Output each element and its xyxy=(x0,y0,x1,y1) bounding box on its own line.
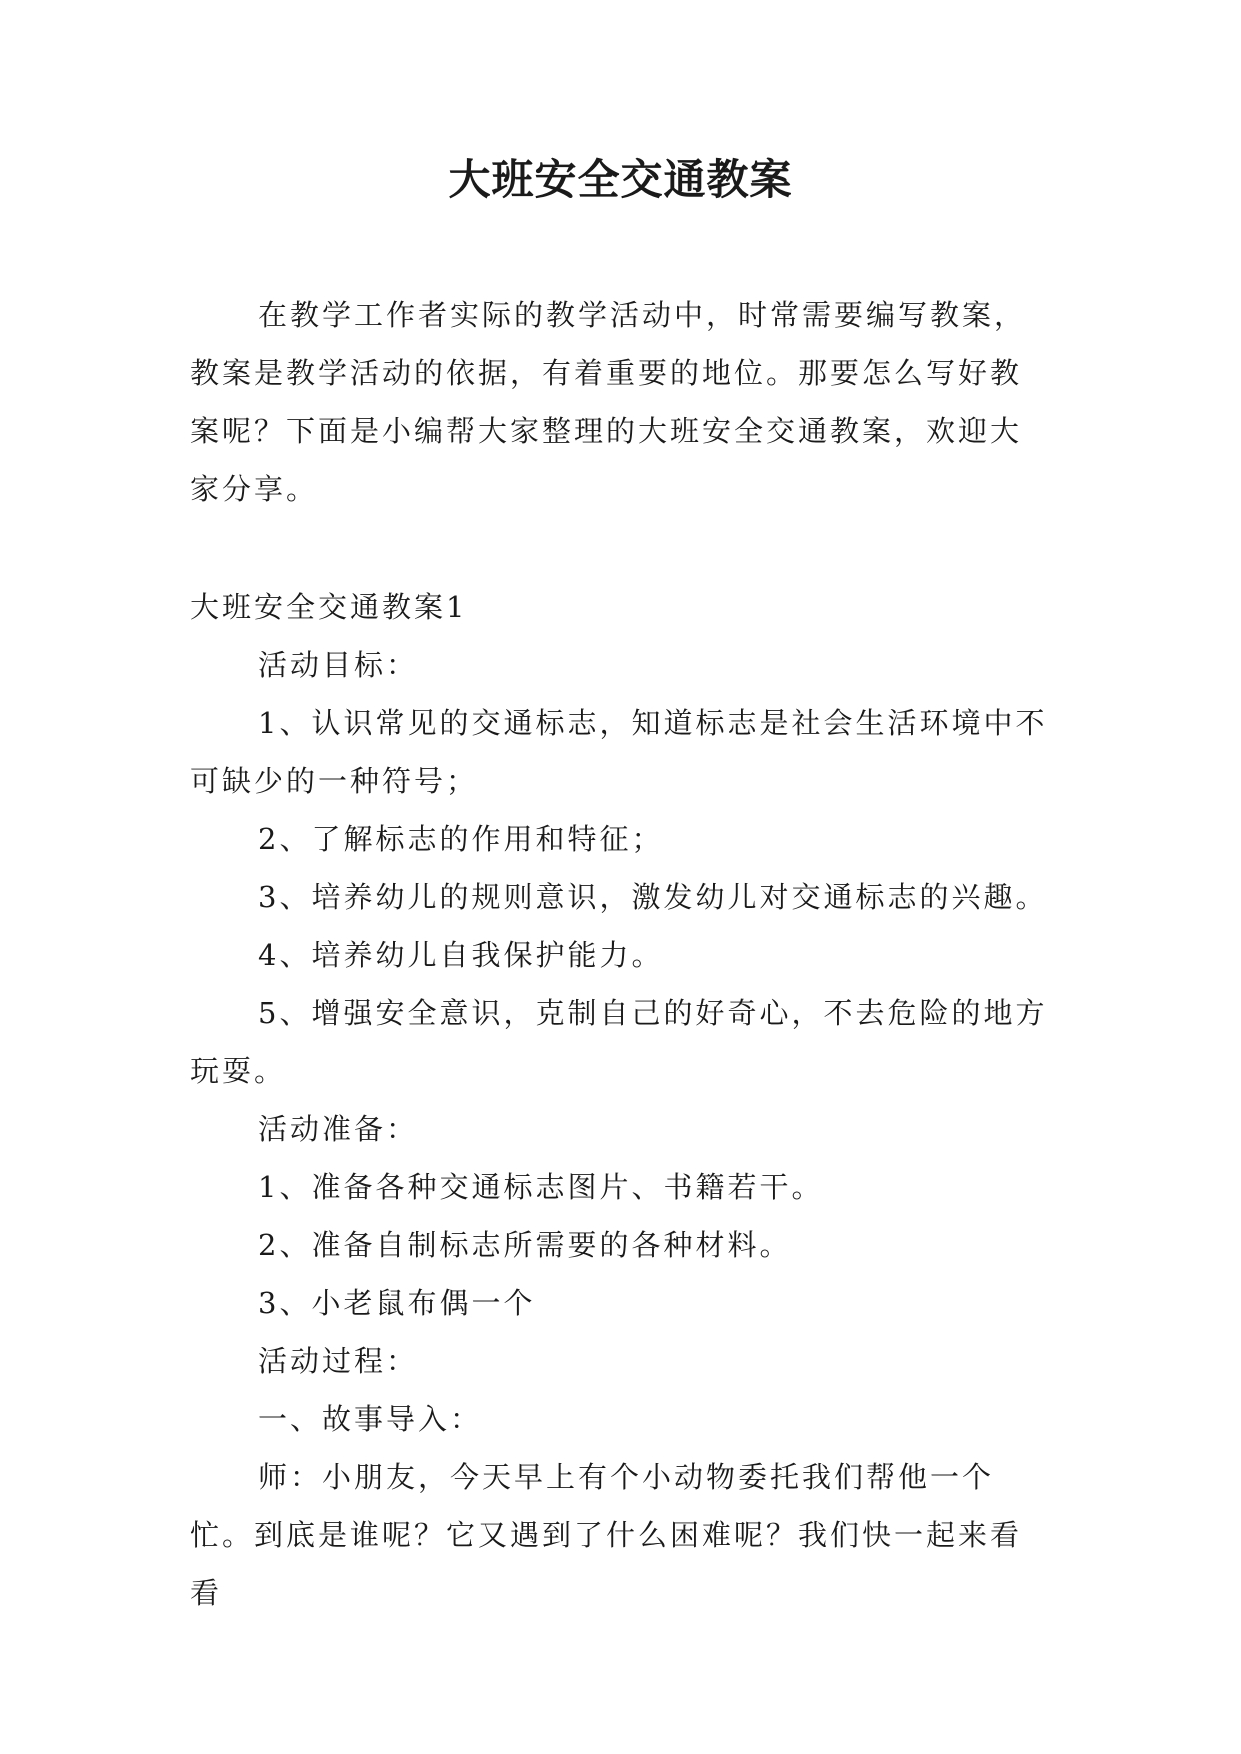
goal-item: 5、增强安全意识，克制自己的好奇心，不去危险的地方玩耍。 xyxy=(190,996,1048,1088)
preparation-item: 2、准备自制标志所需要的各种材料。 xyxy=(258,1228,792,1262)
document-title: 大班安全交通教案 xyxy=(448,155,793,204)
goal-item: 1、认识常见的交通标志，知道标志是社会生活环境中不可缺少的一种符号； xyxy=(190,706,1048,798)
preparation-item: 3、小老鼠布偶一个 xyxy=(258,1286,536,1320)
goal-item: 2、了解标志的作用和特征； xyxy=(258,822,664,856)
intro-paragraph: 在教学工作者实际的教学活动中，时常需要编写教案，教案是教学活动的依据，有着重要的地位。那要怎么写好教案呢？下面是小编帮大家整理的大班安全交通教案，欢迎大家分享。 xyxy=(190,298,1027,506)
document-body xyxy=(190,578,1050,1622)
section-heading: 大班安全交通教案1 xyxy=(190,590,468,624)
subheading-activity-preparation: 活动准备： xyxy=(258,1112,419,1146)
preparation-item: 1、准备各种交通标志图片、书籍若干。 xyxy=(258,1170,824,1204)
subheading-activity-goals: 活动目标： xyxy=(258,648,419,682)
process-paragraph: 师：小朋友，今天早上有个小动物委托我们帮他一个忙。到底是谁呢？它又遇到了什么困难呢？我们快一起来看看 xyxy=(190,1460,1023,1610)
goal-item: 4、培养幼儿自我保护能力。 xyxy=(258,938,664,972)
goal-item: 3、培养幼儿的规则意识，激发幼儿对交通标志的兴趣。 xyxy=(258,880,1048,914)
subheading-activity-process: 活动过程： xyxy=(258,1344,419,1378)
process-step-heading: 一、故事导入： xyxy=(258,1402,483,1436)
